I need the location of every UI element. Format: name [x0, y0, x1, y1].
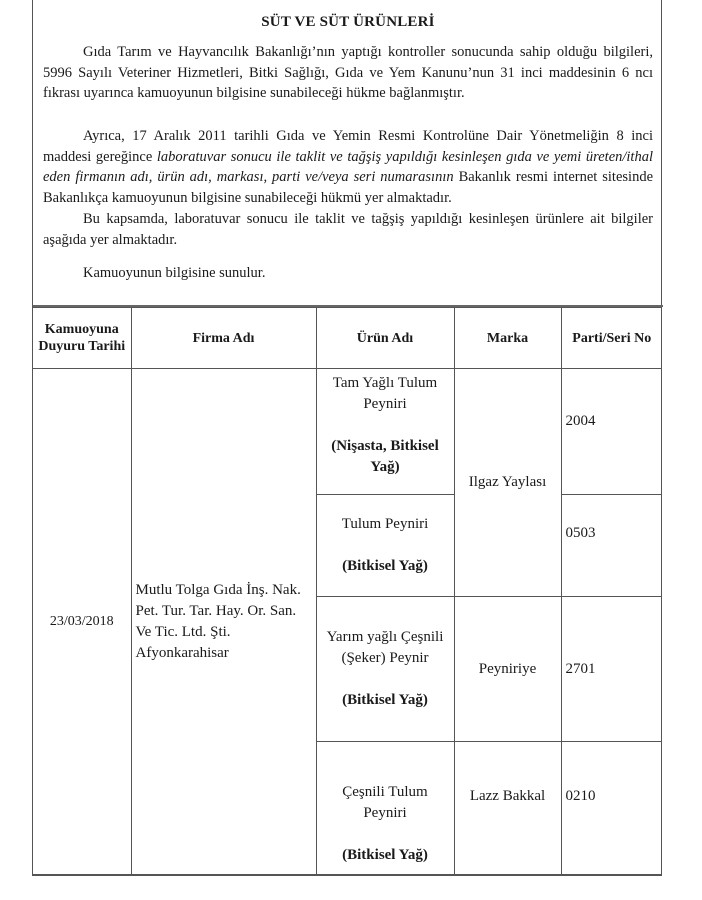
document-title: SÜT VE SÜT ÜRÜNLERİ	[261, 14, 435, 30]
brand-cell: Ilgaz Yaylası	[454, 369, 561, 597]
brand-cell: Lazz Bakkal	[454, 742, 561, 876]
lot-cell: 2701	[561, 597, 662, 742]
paragraph-announcement: Kamuoyunun bilgisine sunulur.	[83, 265, 266, 281]
table-row	[33, 369, 662, 495]
header-lot: Parti/Seri No	[561, 308, 662, 369]
paragraph-regulation	[43, 126, 653, 208]
product-cell	[316, 742, 454, 876]
product-cell	[316, 495, 454, 597]
header-brand: Marka	[454, 308, 561, 369]
product-cell	[316, 369, 454, 495]
header-product: Ürün Adı	[316, 308, 454, 369]
product-name: Çeşnili Tulum Peyniri	[342, 783, 428, 821]
lot-cell: 0503	[561, 495, 662, 597]
firm-name-cell: Mutlu Tolga Gıda İnş. Nak. Pet. Tur. Tar. Hay. Or. San. Ve Tic. Ltd. Şti. Afyonkarahisar	[131, 369, 316, 876]
product-name: Tam Yağlı Tulum Peyniri	[332, 375, 438, 412]
product-adulterant: (Nişasta, Bitkisel Yağ)	[331, 438, 439, 475]
paragraph-regulation-text-a: Ayrıca, 17 Aralık 2011 tarihli Gıda ve Yemin Resmi Kontrolüne Dair Yönetmeliğin 8 inci maddesi gereğince	[43, 128, 653, 165]
paragraph-scope: Bu kapsamda, laboratuvar sonucu ile taklit ve tağşiş yapıldığı kesinleşen ürünlere ait bilgiler aşağıda yer almaktadır.	[43, 211, 653, 248]
paragraph-legal-basis: Gıda Tarım ve Hayvancılık Bakanlığı’nın yaptığı kontroller sonucunda sahip olduğu bilgileri, 5996 Sayılı Veteriner Hizmetleri, Bitki Sağlığı, Gıda ve Yem Kanunu’nun 31 inci maddesinin 6 ncı fıkrası uyarınca kamuoyunun bilgisine sunabileceği hükme bağlanmıştır.	[43, 44, 653, 101]
header-date: Kamuoyuna Duyuru Tarihi	[33, 308, 131, 369]
product-adulterant: (Bitkisel Yağ)	[342, 692, 428, 708]
lot-cell: 2004	[561, 369, 662, 495]
product-name: Tulum Peyniri	[341, 516, 429, 532]
brand-cell: Peyniriye	[454, 597, 561, 742]
product-cell	[316, 597, 454, 742]
paragraph-regulation-text-b: Bakanlık resmi internet sitesinde Bakanlıkça kamuoyunun bilgisine sunabileceği hükmü yer almaktadır.	[43, 169, 654, 206]
products-table	[33, 307, 662, 876]
product-adulterant: (Bitkisel Yağ)	[342, 558, 428, 574]
header-firm: Firma Adı	[131, 308, 316, 369]
product-adulterant: (Bitkisel Yağ)	[342, 846, 428, 863]
announcement-date-cell: 23/03/2018	[33, 369, 131, 876]
table-header-row	[33, 308, 662, 369]
product-name: Yarım yağlı Çeşnili (Şeker) Peynir	[326, 629, 444, 666]
lot-cell: 0210	[561, 742, 662, 876]
intro-section	[33, 0, 663, 307]
document-frame	[32, 0, 662, 876]
paragraph-regulation-italic: laboratuvar sonucu ile taklit ve tağşiş yapıldığı kesinleşen gıda ve yemi üreten/ithal eden firmanın adı, ürün adı, markası, parti ve/veya seri numarasının	[43, 148, 653, 185]
